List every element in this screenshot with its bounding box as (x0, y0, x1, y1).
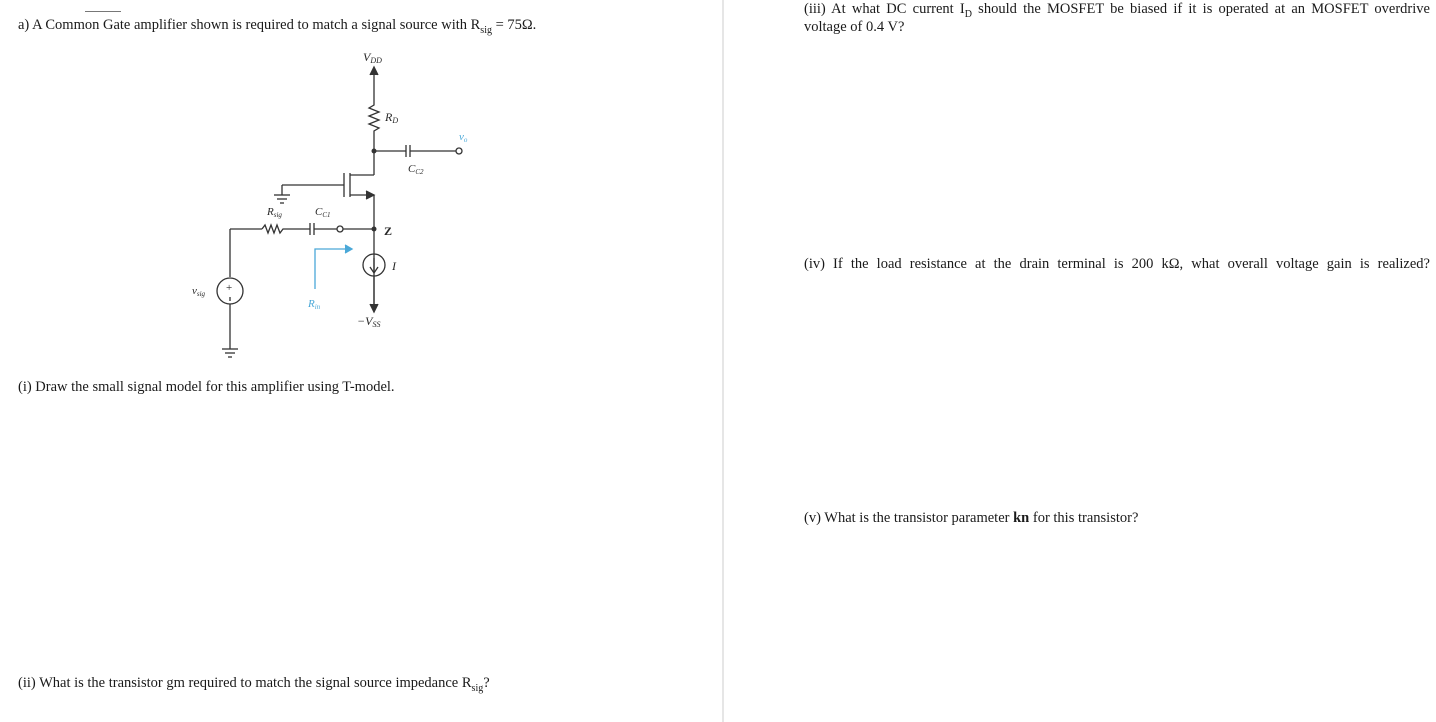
rsig-label: Rsig (267, 206, 282, 219)
vss-arrow (370, 304, 378, 312)
heading-end-text: = 75Ω. (491, 17, 537, 33)
question-iii-line-2: voltage of 0.4 V? (804, 19, 905, 35)
question-iii-text-a: (iii) At what DC current I (804, 1, 965, 17)
source-arrow (366, 191, 374, 199)
z-label: Z (384, 224, 393, 238)
overline-mark (85, 11, 121, 12)
rin-label: Rin (308, 298, 321, 311)
current-i-label: I (392, 259, 396, 273)
rsig-resistor (262, 225, 310, 233)
cc2-label: CC2 (408, 163, 424, 176)
question-ii (18, 674, 490, 698)
rd-label: RD (385, 110, 399, 125)
question-v-bold: kn (1013, 510, 1030, 526)
common-gate-circuit-diagram (170, 45, 500, 365)
rin-arrow (315, 245, 352, 289)
question-v (804, 509, 1138, 527)
rd-resistor (369, 100, 379, 151)
question-v-text-a: (v) What is the transistor parameter (804, 510, 1014, 526)
vdd-label: VDD (363, 50, 382, 65)
question-iii-text-b: should the MOSFET be biased if it is operated at an MOSFET overdrive (971, 1, 1430, 17)
question-ii-text: (ii) What is the transistor gm required to match the signal source impedance R (18, 675, 472, 691)
right-page (724, 0, 1436, 722)
cc1-label: CC1 (315, 206, 331, 219)
heading-text: a) A Common Gate amplifier shown is required to match a signal source with R (18, 17, 481, 33)
input-terminal (337, 226, 343, 232)
vsig-label: vsig (192, 285, 206, 298)
vsig-plus-label: + (226, 282, 233, 294)
question-iii-subscript: D (964, 8, 972, 20)
question-i: (i) Draw the small signal model for this amplifier using T-model. (18, 379, 395, 395)
vdd-arrow (370, 67, 378, 75)
question-v-text-b: for this transistor? (1029, 510, 1139, 526)
source-node-dot (372, 227, 377, 232)
heading-subscript: sig (480, 24, 492, 36)
question-iv: (iv) If the load resistance at the drain terminal is 200 kΩ, what overall voltage gain is realized? (804, 256, 1430, 272)
drain-node-dot (372, 149, 377, 154)
vss-label: −VSS (357, 314, 381, 329)
vo-label: vo (459, 131, 468, 144)
question-ii-subscript: sig (471, 682, 484, 694)
question-a-heading (18, 16, 536, 40)
output-terminal (456, 148, 462, 154)
question-ii-end: ? (483, 675, 490, 691)
